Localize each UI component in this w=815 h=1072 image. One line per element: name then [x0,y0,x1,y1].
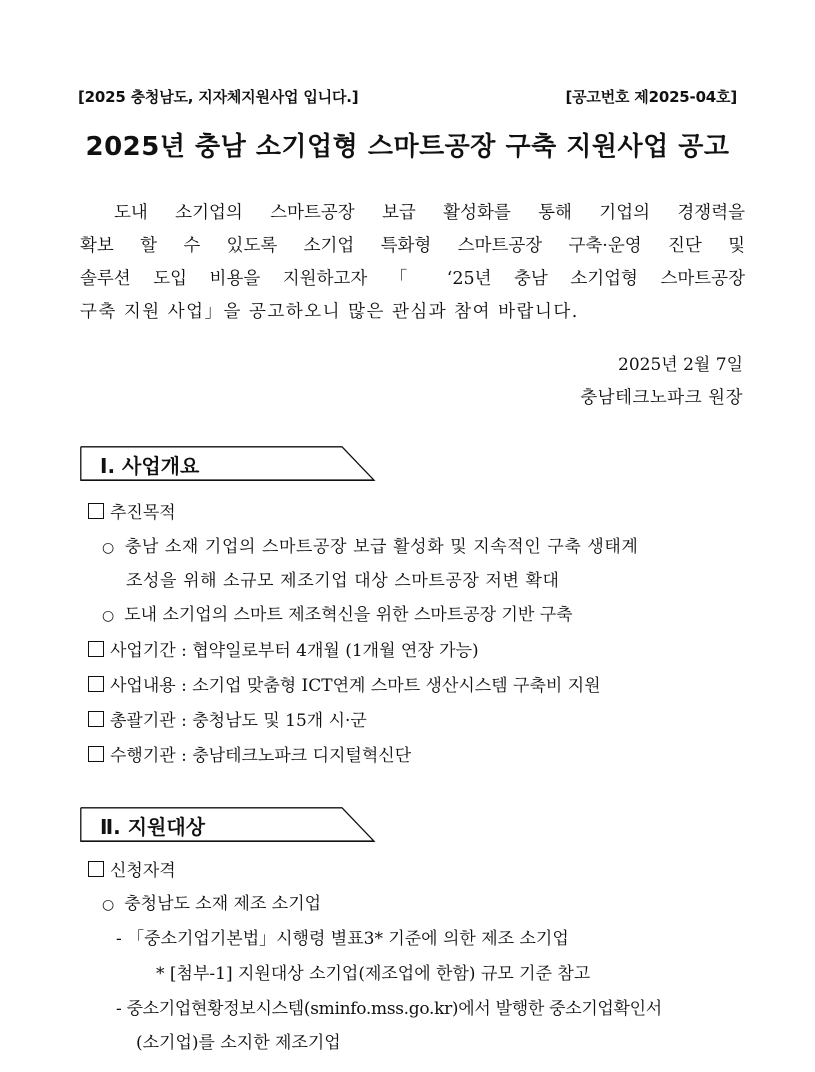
intro-line: 확보 할 수 있도록 소기업 특화형 스마트공장 구축·운영 진단 및 [80,236,745,256]
purpose-item-continuation: 조성을 위해 소규모 제조기업 대상 스마트공장 저변 확대 [126,571,560,591]
supervising-agency: 총괄기관 : 충청남도 및 15개 시·군 [88,706,367,731]
purpose-item: ○ 충남 소재 기업의 스마트공장 보급 활성화 및 지속적인 구축 생태계 [102,537,639,557]
eligibility-title: 신청자격 [88,856,176,881]
circle-bullet-icon: ○ [102,608,115,624]
header-notice-number: [공고번호 제2025-04호] [565,88,737,106]
circle-bullet-icon: ○ [102,540,115,556]
eligibility-note: * [첨부-1] 지원대상 소기업(제조업에 한함) 규모 기준 참고 [156,964,591,984]
checkbox-square-icon [88,503,104,519]
section-heading-text: Ⅱ. 지원대상 [100,815,206,839]
checkbox-square-icon [88,676,104,692]
intro-line: 솔루션 도입 비용을 지원하고자 「 ‘25년 충남 소기업형 스마트공장 [80,269,745,289]
dash-bullet: - [116,929,128,949]
purpose-item: ○ 도내 소기업의 스마트 제조혁신을 위한 스마트공장 기반 구축 [102,605,573,625]
checkbox-square-icon [88,746,104,762]
section-heading-overview [80,446,375,480]
purpose-title: 추진목적 [88,498,176,523]
document-title: 2025년 충남 소기업형 스마트공장 구축 지원사업 공고 [85,132,730,162]
intro-paragraph [80,197,745,329]
checkbox-square-icon [88,711,104,727]
section-heading-text: Ⅰ. 사업개요 [100,454,200,478]
eligibility-dash-item: - 「중소기업기본법」시행령 별표3* 기준에 의한 제조 소기업 [116,929,569,949]
circle-bullet-icon: ○ [102,897,115,913]
eligibility-dash-item: - 중소기업현황정보시스템(sminfo.mss.go.kr)에서 발행한 중소기업확인서 [116,999,662,1019]
intro-line: 구축 지원 사업」을 공고하오니 많은 관심과 참여 바랍니다. [80,302,579,322]
business-content: 사업내용 : 소기업 맞춤형 ICT연계 스마트 생산시스템 구축비 지원 [88,671,601,696]
notice-date: 2025년 2월 7일 [618,355,743,375]
executing-agency: 수행기관 : 충남테크노파크 디지털혁신단 [88,741,411,766]
checkbox-square-icon [88,861,104,877]
header-program-note: [2025 충청남도, 지자체지원사업 입니다.] [78,88,359,106]
eligibility-dash-continuation: (소기업)를 소지한 제조기업 [136,1033,341,1053]
checkbox-square-icon [88,641,104,657]
eligibility-item: ○ 충청남도 소재 제조 소기업 [102,894,322,914]
intro-line: 도내 소기업의 스마트공장 보급 활성화를 통해 기업의 경쟁력을 [114,203,745,223]
section-heading-eligibility [80,807,375,841]
issuer-name: 충남테크노파크 원장 [580,388,743,408]
business-period: 사업기간 : 협약일로부터 4개월 (1개월 연장 가능) [88,636,479,661]
dash-bullet: - [116,999,127,1019]
